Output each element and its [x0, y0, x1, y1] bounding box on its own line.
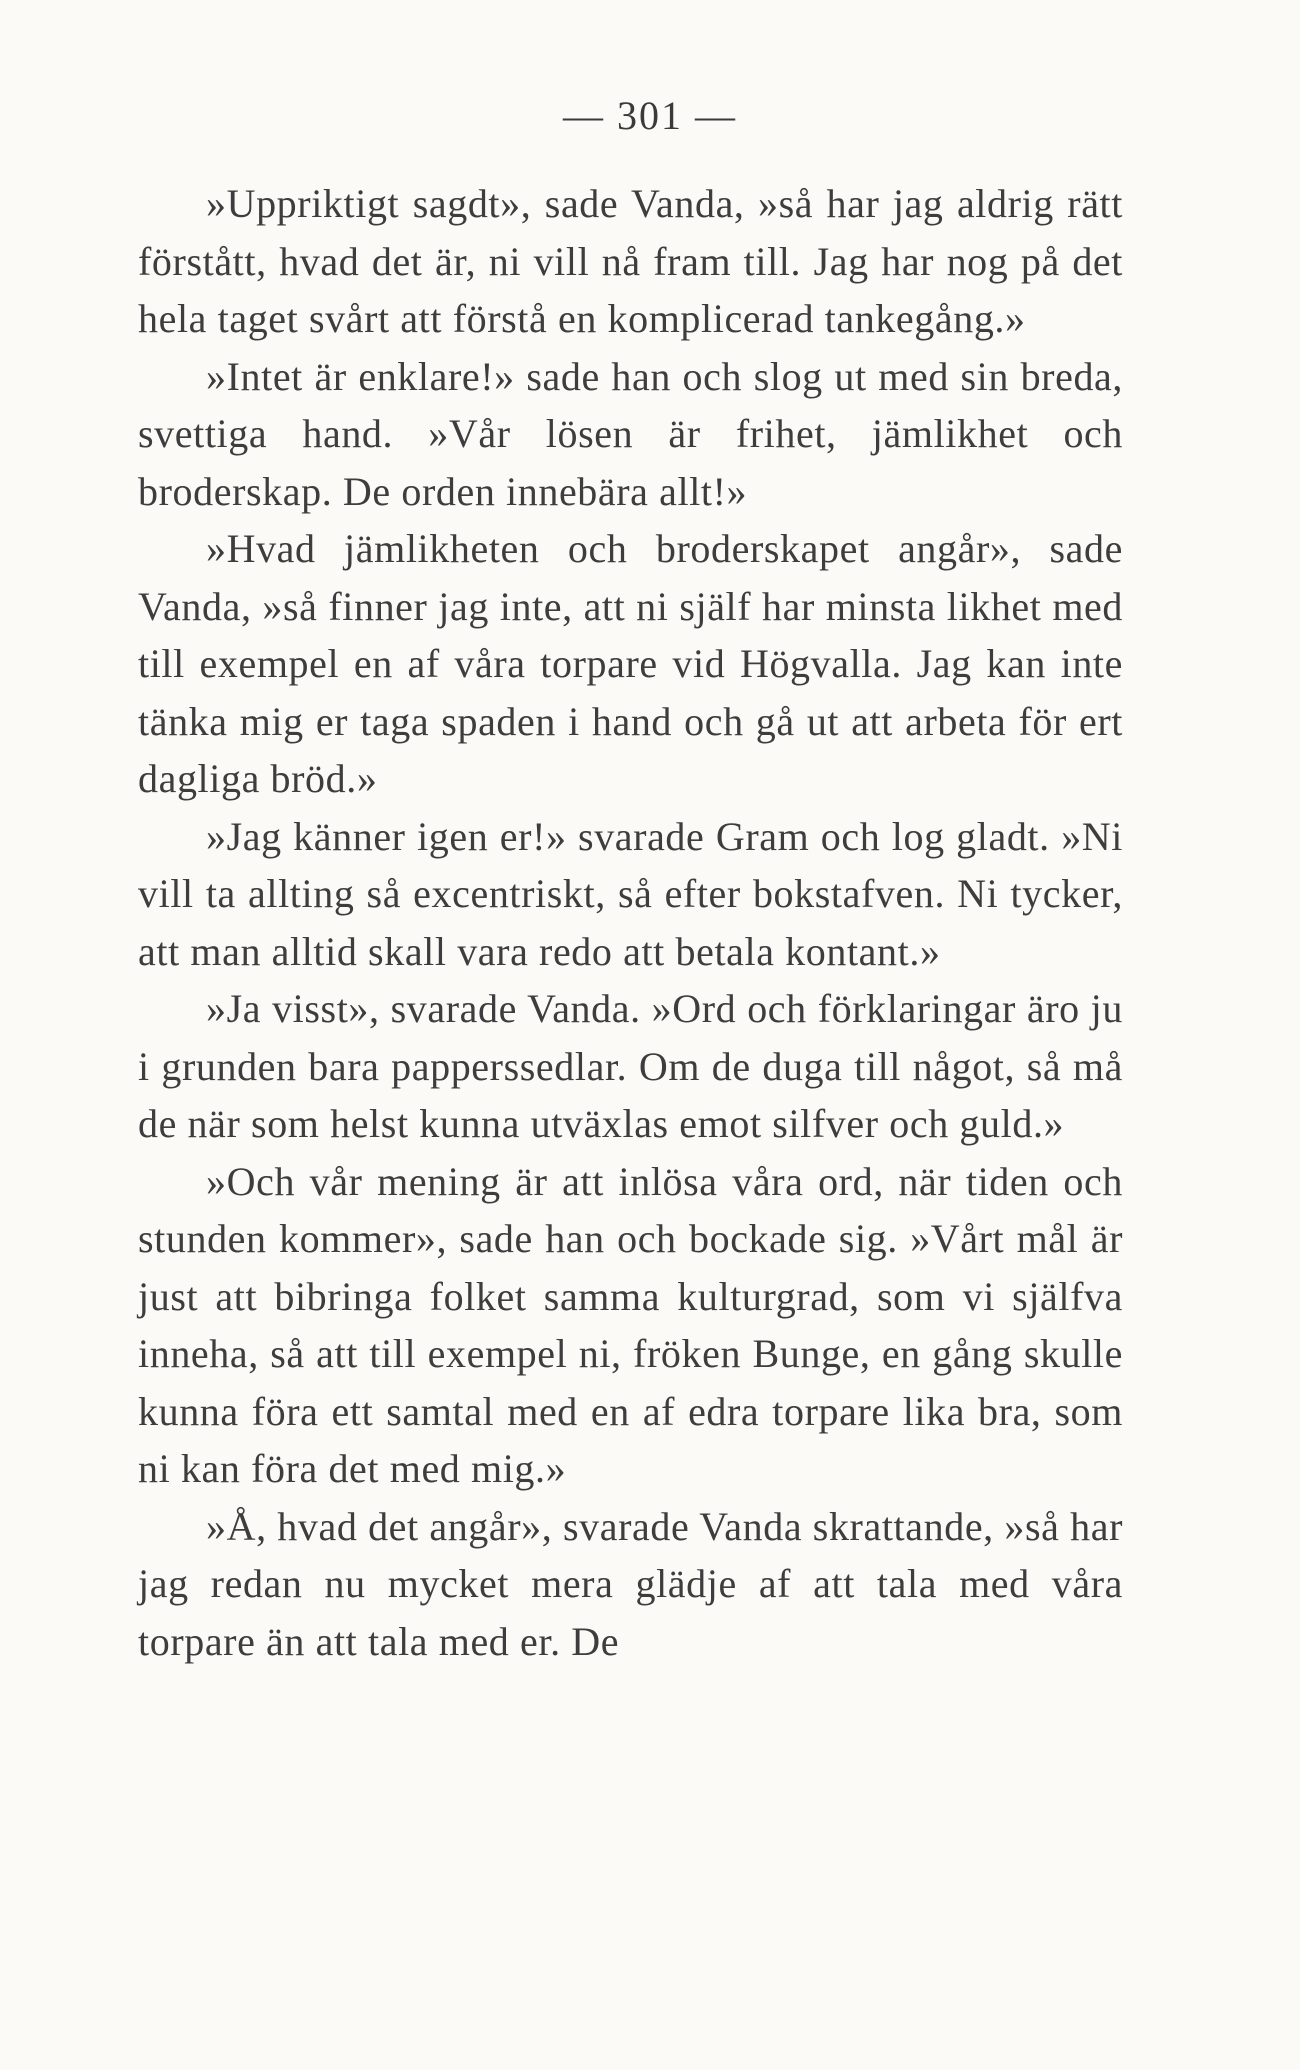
paragraph-4: »Jag känner igen er!» svarade Gram och log gladt. »Ni vill ta allting så excentriskt, så efter bokstafven. Ni tycker, att man alltid skall vara redo att betala kontant.» — [138, 813, 1123, 974]
body-text — [138, 175, 1123, 1670]
page-number: — 301 — — [563, 93, 737, 138]
paragraph-7: »Å, hvad det angår», svarade Vanda skrattande, »så har jag redan nu mycket mera glädje af att tala med våra torpare än att tala med er. De — [138, 1503, 1123, 1664]
paragraph-6: »Och vår mening är att inlösa våra ord, när tiden och stunden kommer», sade han och bockade sig. »Vårt mål är just att bibringa folket samma kulturgrad, som vi själfva inneha, så att till exempel ni, fröken Bunge, en gång skulle kunna föra ett samtal med en af edra torpare lika bra, som ni kan föra det med mig.» — [138, 1158, 1123, 1491]
paragraph-3: »Hvad jämlikheten och broderskapet angår», sade Vanda, »så finner jag inte, att ni själf har minsta likhet med till exempel en af våra torpare vid Högvalla. Jag kan inte tänka mig er taga spaden i hand och gå ut att arbeta för ert dagliga bröd.» — [138, 526, 1123, 801]
paragraph-1: »Uppriktigt sagdt», sade Vanda, »så har jag aldrig rätt förstått, hvad det är, ni vill nå fram till. Jag har nog på det hela taget svårt att förstå en komplicerad tankegång.» — [138, 181, 1123, 341]
paragraph-2: »Intet är enklare!» sade han och slog ut med sin breda, svettiga hand. »Vår lösen är frihet, jämlikhet och broderskap. De orden innebära allt!» — [138, 353, 1123, 514]
paragraph-5: »Ja visst», svarade Vanda. »Ord och förklaringar äro ju i grunden bara papperssedlar. Om de duga till något, så må de när som helst kunna utväxlas emot silfver och guld.» — [138, 986, 1123, 1146]
